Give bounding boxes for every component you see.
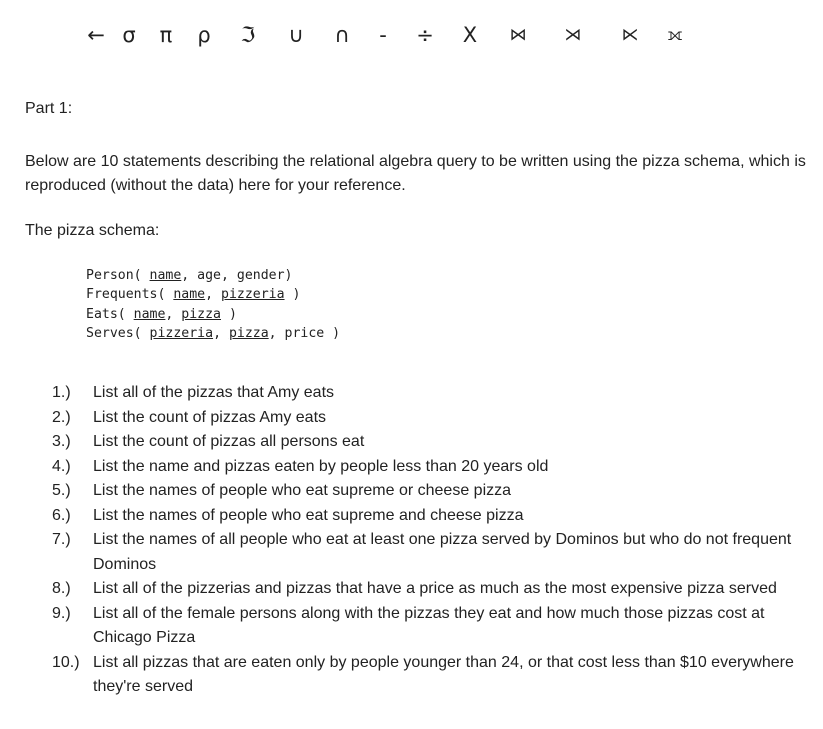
item-number: 6.) — [52, 506, 71, 524]
list-item — [52, 504, 822, 529]
schema-block — [86, 266, 340, 343]
item-text: List the count of pizzas all persons eat — [93, 433, 365, 450]
schema-sep: , — [213, 325, 229, 341]
item-number: 3.) — [52, 433, 71, 450]
item-text: List the name and pizzas eaten by people less than 20 years old — [93, 457, 549, 475]
item-number: 5.) — [52, 482, 71, 499]
item-text: List the names of people who eat supreme and cheese pizza — [93, 506, 524, 524]
assignment-arrow-symbol: ← — [87, 23, 105, 47]
item-number: 10.) — [52, 653, 80, 671]
list-item — [52, 406, 822, 431]
schema-rest: , price ) — [268, 325, 341, 341]
schema-prefix: Serves( — [86, 325, 150, 341]
schema-sep: , — [205, 287, 221, 303]
schema-prefix: Frequents( — [86, 287, 174, 303]
item-number: 1.) — [52, 384, 71, 401]
schema-rest: ) — [284, 287, 301, 303]
schema-rest: ) — [221, 306, 237, 322]
schema-sep: , — [165, 306, 182, 322]
schema-prefix: Person( — [86, 268, 150, 283]
item-text: List all of the pizzas that Amy eats — [93, 384, 335, 401]
item-number: 4.) — [52, 457, 71, 475]
statement-list — [52, 381, 822, 700]
difference-symbol: - — [379, 23, 387, 47]
schema-key: pizza — [181, 306, 221, 322]
list-item — [52, 455, 822, 480]
schema-key: name — [133, 306, 166, 322]
project-pi-symbol: π — [159, 23, 173, 47]
schema-key: name — [173, 287, 206, 303]
item-number: 2.) — [52, 408, 71, 426]
schema-rest: , age, gender) — [181, 268, 293, 283]
division-symbol: ÷ — [416, 23, 434, 47]
natural-join-symbol: ⋈ — [509, 25, 527, 45]
schema-prefix: Eats( — [86, 306, 134, 322]
schema-eats — [86, 305, 340, 324]
list-item — [52, 602, 822, 651]
part-heading: Part 1: — [25, 100, 73, 117]
item-text: List all pizzas that are eaten only by people younger than 24, or that cost less than $10 everywhere they're served — [93, 653, 794, 695]
cross-product-symbol: X — [462, 23, 478, 47]
relational-algebra-symbol-bar — [82, 18, 692, 52]
item-text: List the count of pizzas Amy eats — [93, 408, 327, 426]
schema-person — [86, 266, 340, 285]
item-number: 8.) — [52, 580, 71, 597]
list-item — [52, 479, 822, 504]
list-item — [52, 577, 822, 602]
left-outer-join-symbol: ⋊ — [564, 25, 582, 45]
schema-key: name — [149, 268, 182, 283]
list-item — [52, 651, 822, 700]
schema-key: pizza — [228, 325, 269, 341]
item-number: 7.) — [52, 531, 71, 548]
right-outer-join-symbol: ⋉ — [621, 25, 639, 45]
item-number: 9.) — [52, 604, 71, 622]
aggregate-symbol: ℑ — [240, 23, 256, 47]
rename-rho-symbol: ρ — [197, 23, 211, 47]
schema-key: pizzeria — [221, 287, 285, 303]
schema-key: pizzeria — [149, 325, 214, 341]
select-sigma-symbol: σ — [122, 23, 136, 47]
list-item — [52, 430, 822, 455]
schema-serves — [86, 324, 340, 343]
item-text: List the names of people who eat supreme or cheese pizza — [93, 482, 512, 499]
intro-paragraph: Below are 10 statements describing the relational algebra query to be written using the pizza schema, which is reproduced (without the data) here for your reference. — [25, 153, 806, 194]
item-text: List all of the pizzerias and pizzas that have a price as much as the most expensive pizza served — [93, 580, 777, 597]
union-symbol: ∪ — [288, 23, 304, 47]
item-text: List the names of all people who eat at least one pizza served by Dominos but who do not frequent Dominos — [93, 531, 792, 573]
schema-frequents — [86, 285, 340, 304]
item-text: List all of the female persons along with the pizzas they eat and how much those pizzas cost at Chicago Pizza — [93, 604, 765, 646]
full-outer-join-symbol: ⟗ — [667, 25, 683, 45]
list-item — [52, 381, 822, 406]
schema-label: The pizza schema: — [25, 222, 160, 239]
intersection-symbol: ∩ — [334, 23, 350, 47]
list-item — [52, 528, 822, 577]
